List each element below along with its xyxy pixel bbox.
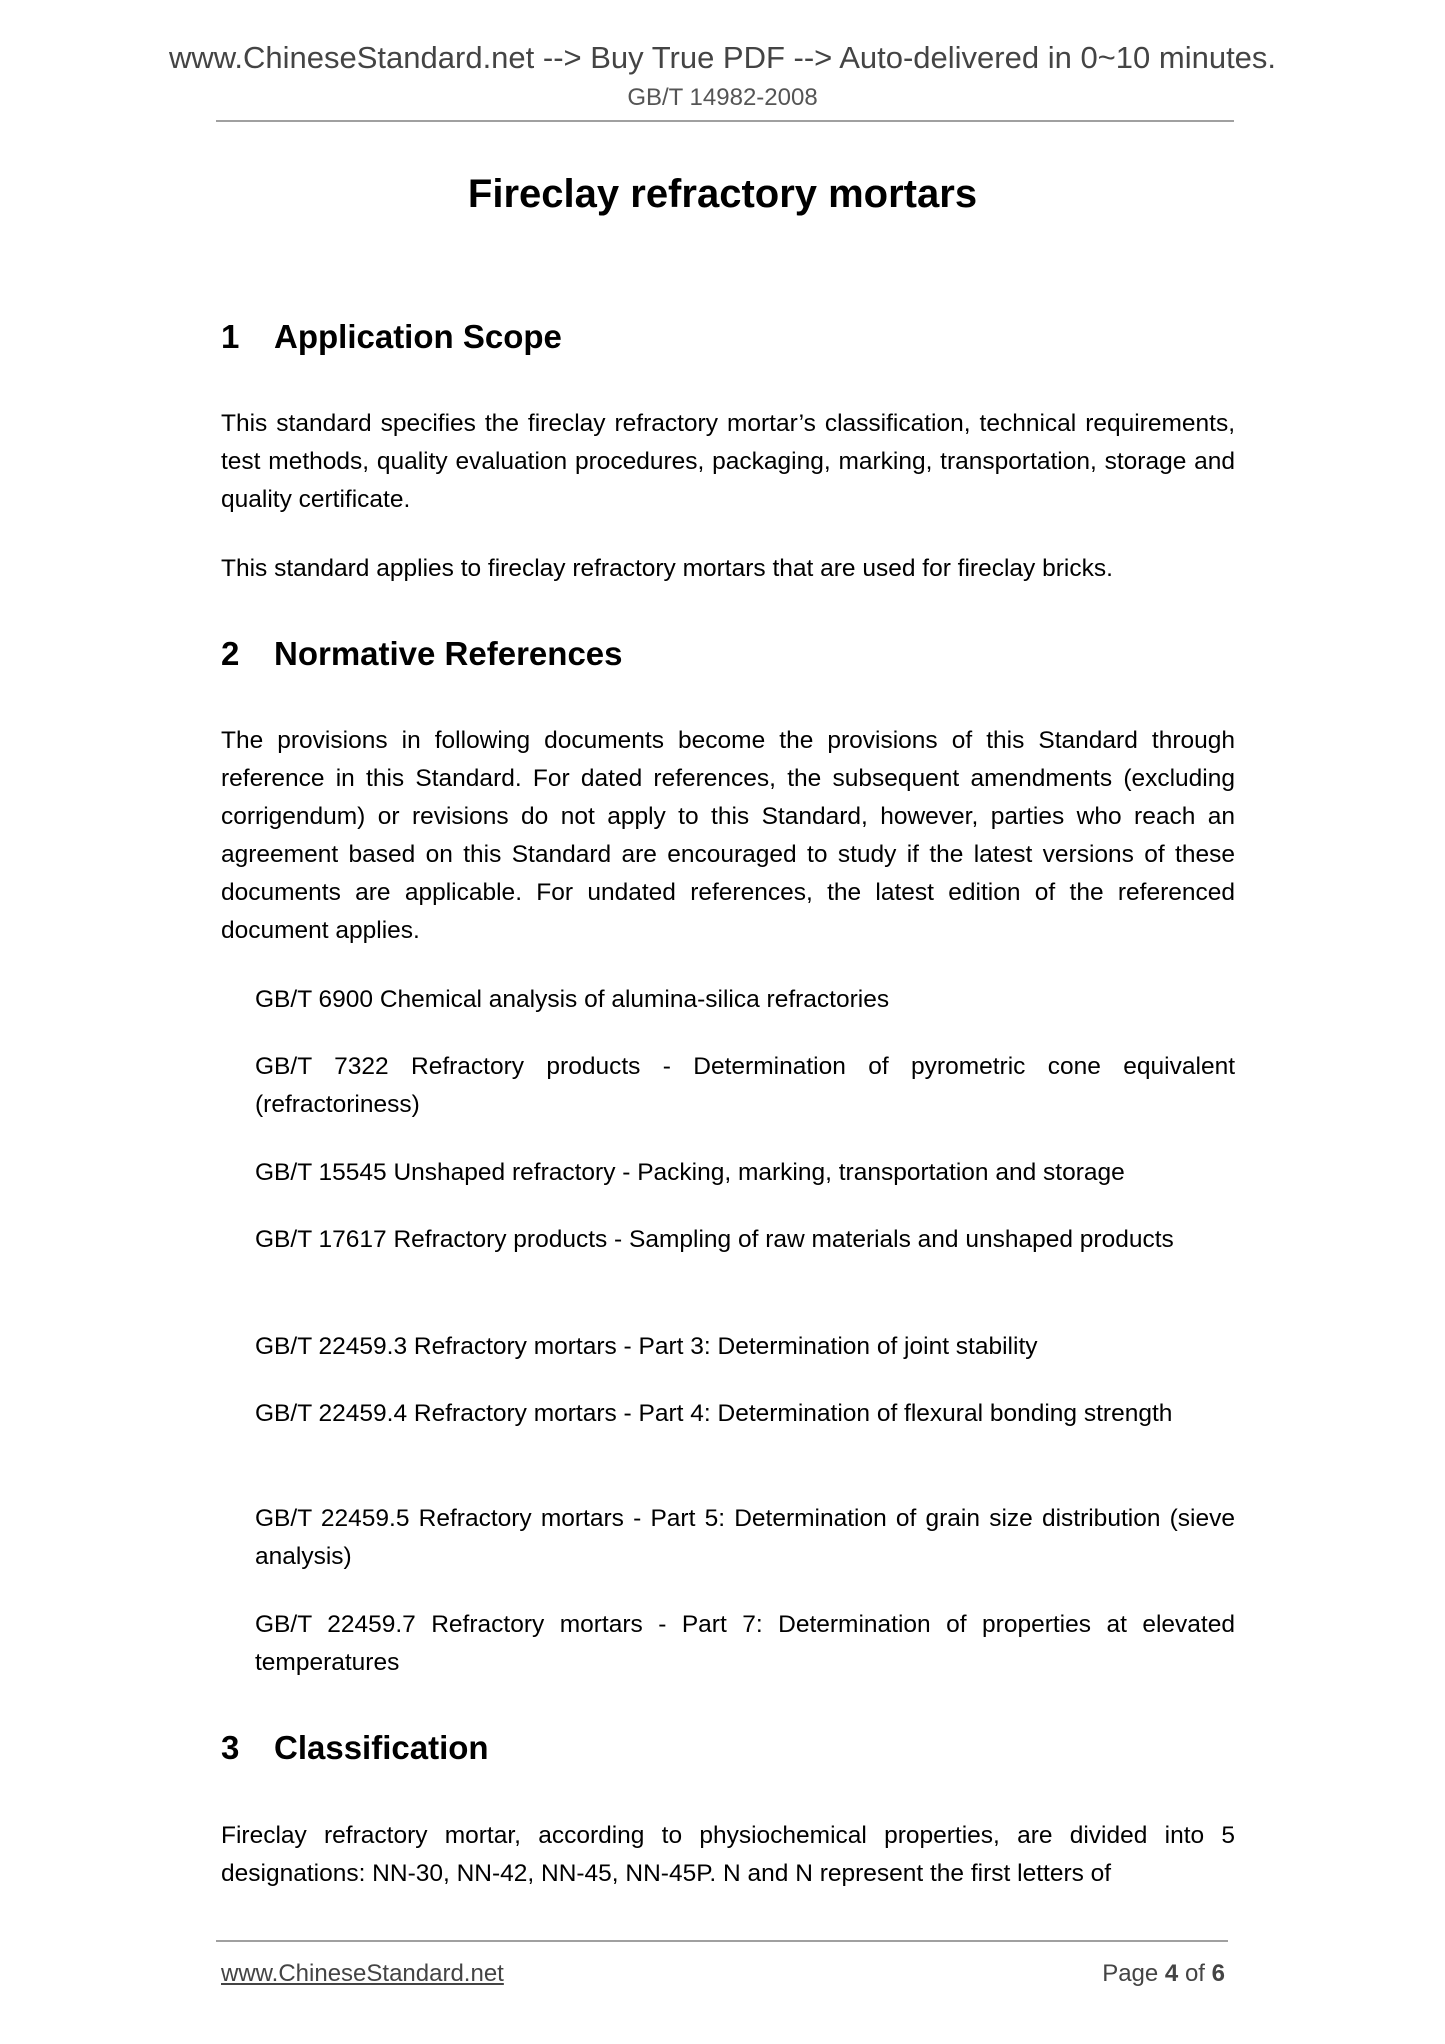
paragraph: Fireclay refractory mortar, according to physiochemical properties, are divided into 5 designations: NN-30, NN-42, NN-45, NN-45P. N and N represent the first letters of [221,1822,1235,1887]
page-total: 6 [1211,1960,1225,1987]
section-title: Normative References [274,635,623,672]
reference-item: GB/T 22459.7 Refractory mortars - Part 7: Determination of properties at elevated temperatures [255,1611,1235,1676]
document-title: Fireclay refractory mortars [467,172,978,216]
standard-number: GB/T 14982-2008 [627,84,818,111]
header-banner: www.ChineseStandard.net --> Buy True PDF --> Auto-delivered in 0~10 minutes. [168,40,1277,75]
reference-item: GB/T 22459.3 Refractory mortars - Part 3: Determination of joint stability [255,1333,1038,1360]
section-heading-3 [221,1729,489,1767]
page-prefix: Page [1102,1960,1159,1987]
section-heading-1 [221,318,562,356]
footer-divider [216,1940,1228,1942]
reference-item: GB/T 17617 Refractory products - Sampling of raw materials and unshaped products [255,1226,1174,1253]
reference-item: GB/T 22459.5 Refractory mortars - Part 5: Determination of grain size distribution (sieve analysis) [255,1505,1235,1570]
section-title: Application Scope [274,318,562,355]
header-divider [216,120,1234,122]
section-number: 3 [221,1729,240,1766]
reference-item: GB/T 6900 Chemical analysis of alumina-silica refractories [255,986,890,1013]
section-number: 1 [221,318,240,355]
paragraph: The provisions in following documents become the provisions of this Standard through reference in this Standard. For dated references, the subsequent amendments (excluding corrigendum) or revisions do not apply to this Standard, however, parties who reach an agreement based on this Standard are encouraged to study if the latest versions of these documents are applicable. For undated references, the latest edition of the referenced document applies. [221,727,1235,944]
reference-item: GB/T 7322 Refractory products - Determination of pyrometric cone equivalent (refractoriness) [255,1053,1235,1118]
reference-item: GB/T 15545 Unshaped refractory - Packing, marking, transportation and storage [255,1159,1125,1186]
paragraph: This standard applies to fireclay refractory mortars that are used for fireclay bricks. [221,555,1113,582]
section-title: Classification [274,1729,489,1766]
reference-item: GB/T 22459.4 Refractory mortars - Part 4: Determination of flexural bonding strength [255,1400,1173,1427]
section-heading-2 [221,635,623,673]
page-of: of [1184,1960,1205,1987]
section-number: 2 [221,635,240,672]
page-current: 4 [1164,1960,1179,1987]
paragraph: This standard specifies the fireclay refractory mortar’s classification, technical requirements, test methods, quality evaluation procedures, packaging, marking, transportation, storage and quality certificate. [221,410,1235,513]
footer-website-link[interactable]: www.ChineseStandard.net [221,1960,504,1987]
page-indicator [1102,1960,1225,1988]
